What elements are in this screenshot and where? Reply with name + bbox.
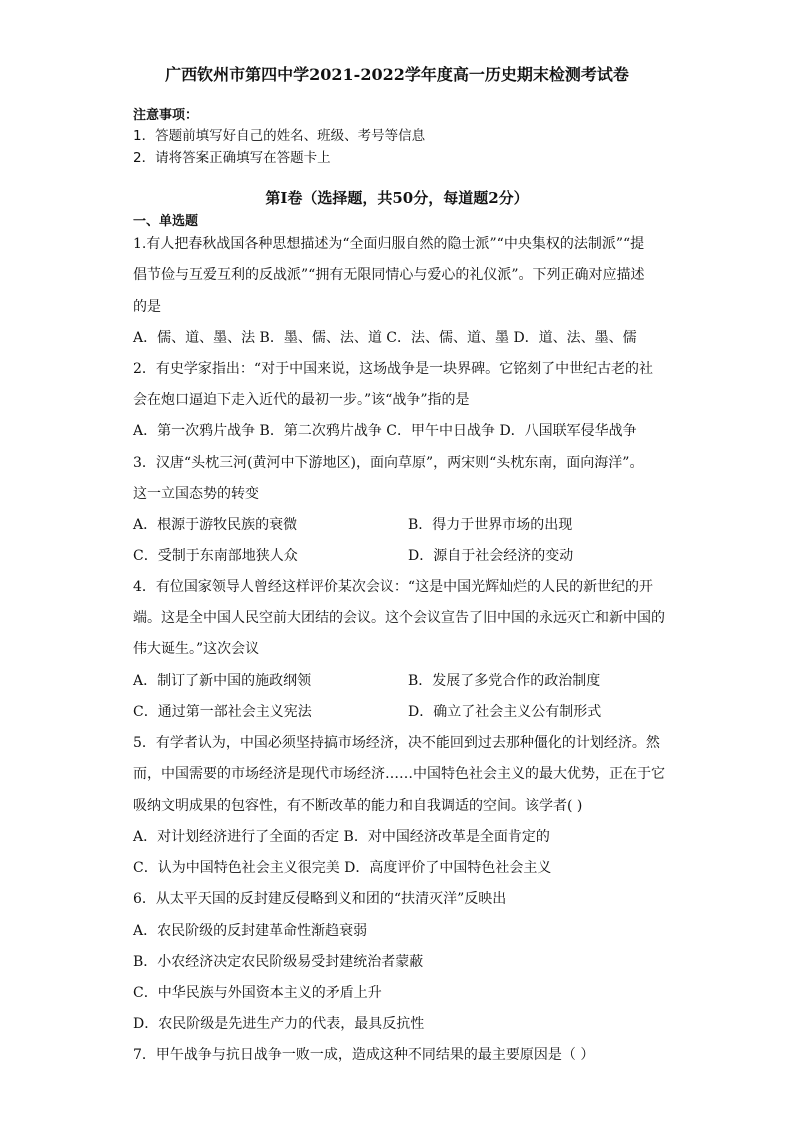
question-2-options: A．第一次鸦片战争 B．第二次鸦片战争 C．甲午中日战争 D．八国联军侵华战争	[133, 423, 637, 439]
question-1-stem: 1.有人把春秋战国各种思想描述为“全面归服自然的隐士派”“中央集权的法制派”“提	[133, 236, 645, 252]
question-5-stem: 而，中国需要的市场经济是现代市场经济……中国特色社会主义的最大优势，正在于它	[133, 766, 665, 782]
section-heading: 第I卷（选择题，共50分，每道题2分）	[265, 189, 529, 207]
question-1-options: A．儒、道、墨、法 B．墨、儒、法、道 C．法、儒、道、墨 D．道、法、墨、儒	[133, 330, 637, 346]
question-4-option-c: C．通过第一部社会主义宪法	[133, 704, 312, 720]
question-2-stem: 会在炮口逼迫下走入近代的最初一步。”该“战争”指的是	[133, 392, 470, 408]
question-5-options: C．认为中国特色社会主义很完美 D．高度评价了中国特色社会主义	[133, 860, 552, 876]
question-3-option-c: C．受制于东南部地狭人众	[133, 548, 298, 564]
question-6-stem: 6．从太平天国的反封建反侵略到义和团的“扶清灭洋”反映出	[133, 891, 507, 907]
question-6-option-c: C．中华民族与外国资本主义的矛盾上升	[133, 985, 382, 1001]
question-1-stem: 的是	[133, 299, 161, 315]
question-7-stem: 7．甲午战争与抗日战争一败一成，造成这种不同结果的最主要原因是（ ）	[133, 1047, 595, 1063]
question-4-option-d: D．确立了社会主义公有制形式	[408, 704, 602, 720]
question-4-stem: 伟大诞生。”这次会议	[133, 641, 260, 657]
question-4-option-a: A．制订了新中国的施政纲领	[133, 673, 312, 689]
question-6-option-a: A．农民阶级的反封建革命性渐趋衰弱	[133, 923, 368, 939]
question-6-option-d: D．农民阶级是先进生产力的代表，最具反抗性	[133, 1016, 425, 1032]
question-5-stem: 5．有学者认为，中国必须坚持搞市场经济，决不能回到过去那种僵化的计划经济。然	[133, 735, 660, 751]
question-5-stem: 吸纳文明成果的包容性，有不断改革的能力和自我调适的空间。该学者( )	[133, 798, 583, 814]
notice-item: 1．答题前填写好自己的姓名、班级、考号等信息	[133, 128, 426, 144]
question-1-stem: 倡节俭与互爱互利的反战派”“拥有无限同情心与爱心的礼仪派”。下列正确对应描述	[133, 267, 645, 283]
question-3-option-a: A．根源于游牧民族的衰微	[133, 517, 298, 533]
question-2-stem: 2．有史学家指出：“对于中国来说，这场战争是一块界碑。它铭刻了中世纪古老的社	[133, 361, 654, 377]
question-4-option-b: B．发展了多党合作的政治制度	[408, 673, 601, 689]
question-3-option-d: D．源自于社会经济的变动	[408, 548, 574, 564]
part-heading: 一、单选题	[133, 214, 199, 229]
question-4-stem: 4．有位国家领导人曾经这样评价某次会议：“这是中国光辉灿烂的人民的新世纪的开	[133, 579, 654, 595]
question-3-stem: 3．汉唐“头枕三河(黄河中下游地区)，面向草原”，两宋则“头枕东南，面向海洋”。	[133, 455, 644, 471]
question-4-stem: 端。这是全中国人民空前大团结的会议。这个会议宣告了旧中国的永远灭亡和新中国的	[133, 610, 665, 626]
question-5-options: A．对计划经济进行了全面的否定 B．对中国经济改革是全面肯定的	[133, 829, 550, 845]
question-3-stem: 这一立国态势的转变	[133, 486, 259, 502]
page-title: 广西钦州市第四中学2021-2022学年度高一历史期末检测考试卷	[165, 65, 629, 84]
notice-heading: 注意事项：	[133, 108, 199, 123]
question-3-option-b: B．得力于世界市场的出现	[408, 517, 573, 533]
notice-item: 2．请将答案正确填写在答题卡上	[133, 150, 331, 166]
question-6-option-b: B．小农经济决定农民阶级易受封建统治者蒙蔽	[133, 954, 424, 970]
